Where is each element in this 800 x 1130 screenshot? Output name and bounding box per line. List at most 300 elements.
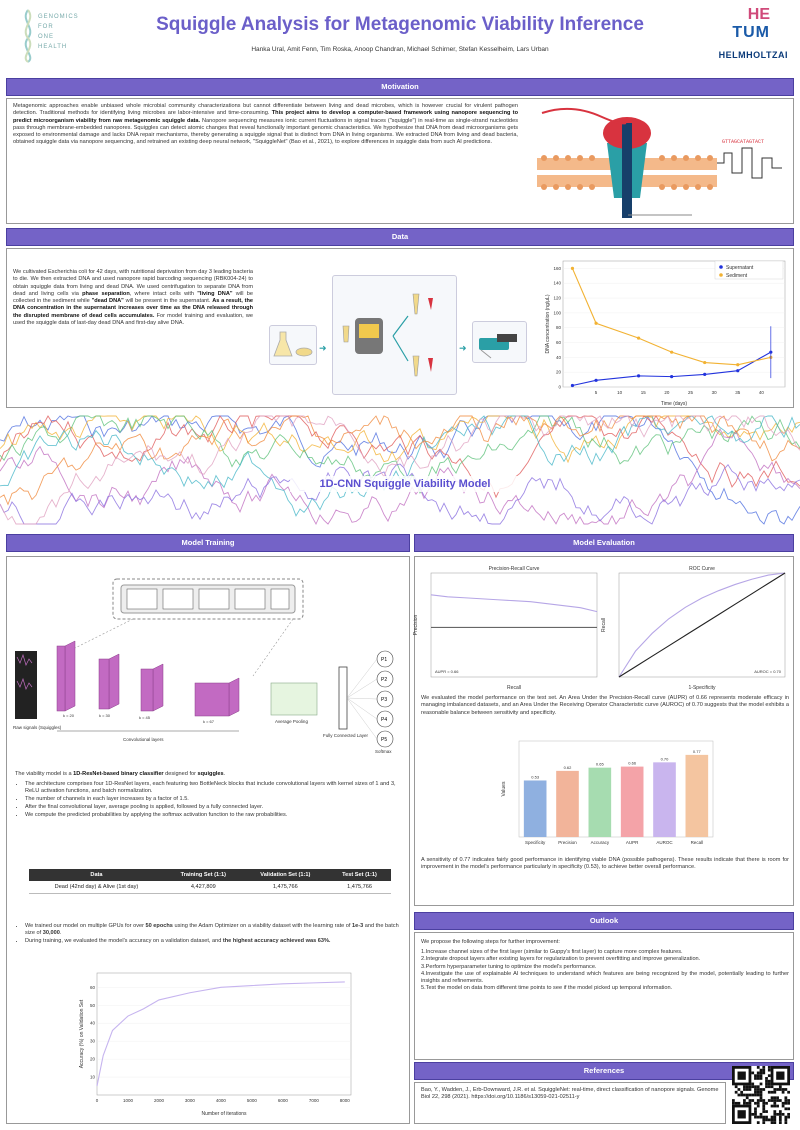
qr-module [773, 1102, 776, 1105]
x-tick-label: 6000 [277, 1098, 288, 1103]
qr-module [771, 1091, 774, 1094]
qr-module [771, 1096, 774, 1099]
qr-module [771, 1118, 774, 1121]
x-tick-label: 7000 [308, 1098, 319, 1103]
qr-module [773, 1116, 776, 1119]
y-tick-label: 0 [558, 384, 561, 390]
qr-module [771, 1099, 774, 1102]
legend-label: Sediment [726, 272, 748, 279]
qr-module [751, 1072, 754, 1075]
qr-module [776, 1099, 779, 1102]
data-panel [6, 248, 794, 408]
y-tick-label: 60 [555, 340, 561, 346]
y-axis-label: Accuracy (%) on Validation Set [79, 999, 85, 1069]
qr-module [779, 1110, 782, 1113]
qr-module [760, 1096, 763, 1099]
qr-module [743, 1102, 746, 1105]
bar-value-label: 0.62 [563, 764, 572, 770]
y-axis-label: Precision [413, 614, 419, 636]
qr-module [740, 1094, 743, 1097]
annotation: AUROC = 0.70 [754, 669, 781, 674]
arrow-icon: ➜ [319, 343, 327, 353]
qr-module [743, 1088, 746, 1091]
qr-module [762, 1088, 765, 1091]
qr-module [735, 1091, 738, 1094]
qr-module [765, 1110, 768, 1113]
outlook-intro: We propose the following steps for further improvement: [421, 939, 560, 945]
legend-marker [719, 273, 723, 277]
qr-module [754, 1094, 757, 1097]
outlook-panel [414, 932, 794, 1060]
bar [653, 762, 676, 837]
qr-module [754, 1110, 757, 1113]
qr-module [762, 1066, 765, 1069]
qr-module [760, 1099, 763, 1102]
nanopore-illustration [532, 103, 790, 221]
data-point [594, 322, 597, 325]
data-point [703, 373, 706, 376]
model-title: 1D-CNN Squiggle Viability Model [290, 476, 520, 492]
bar [589, 768, 612, 837]
squiggle-trace [0, 416, 800, 516]
x-tick-label: 5 [594, 390, 598, 395]
y-tick-label: 60 [89, 984, 95, 990]
metrics-bar-chart [497, 735, 717, 853]
helmholtz-logo: HELMHOLTZAI [718, 50, 788, 60]
y-tick-label: 120 [553, 295, 561, 301]
plot-area [97, 973, 351, 1095]
list-item: • We trained our model on multiple GPUs for over 50 epochs using the Adam Optimizer on a viability dataset with the learning rate of 1e-3 and the batch size of 30,000. [25, 923, 403, 937]
qr-module [757, 1116, 760, 1119]
qr-module [746, 1085, 749, 1088]
qr-module [751, 1085, 754, 1088]
qr-module [784, 1107, 787, 1110]
list-item: 2.Integrate dropout layers after existing layers for regularization to prevent overfitting and improve generalization. [421, 956, 701, 963]
training-bullets [15, 923, 403, 946]
y-tick-label: 10 [89, 1074, 95, 1080]
qr-module [757, 1094, 760, 1097]
y-axis-label: Values [501, 781, 507, 797]
qr-module [765, 1080, 768, 1083]
x-tick-label: 1000 [122, 1098, 133, 1103]
qr-module [784, 1102, 787, 1105]
qr-module [773, 1105, 776, 1108]
qr-module [765, 1116, 768, 1119]
qr-module [782, 1091, 785, 1094]
data-point [637, 336, 640, 339]
qr-module [757, 1072, 760, 1075]
qr-module [773, 1091, 776, 1094]
qr-module [771, 1085, 774, 1088]
qr-code-icon[interactable] [732, 1066, 790, 1124]
dataset-table [29, 869, 391, 894]
qr-module [749, 1088, 752, 1091]
x-tick-label: 30 [711, 390, 717, 395]
qr-module [743, 1099, 746, 1102]
qr-module [768, 1099, 771, 1102]
qr-module [749, 1099, 752, 1102]
bar-value-label: 0.65 [595, 761, 604, 767]
qr-module [746, 1088, 749, 1091]
qr-module [754, 1113, 757, 1116]
qr-module [751, 1113, 754, 1116]
qr-module [732, 1099, 735, 1102]
qr-module [732, 1102, 735, 1105]
x-tick-label: Precision [558, 840, 577, 845]
x-tick-label: AUROC [656, 840, 673, 845]
qr-module [762, 1107, 765, 1110]
x-axis-label: Time (days) [660, 401, 688, 407]
evaluation-text-1: We evaluated the model performance on the test set. An Area Under the Precision-Recall curve (AUPR) of 0.66 represents moderate efficacy in managing imbalanced datasets, and an Area Under the Receiving Operator Characteristic curve (AUROC) of 0.70 suggests that the model exhibits a reasonable balance between sensitivity and specificity. [421, 695, 789, 716]
y-tick-label: 140 [553, 280, 561, 286]
arrow-icon: ➜ [459, 343, 467, 353]
model-evaluation-heading: Model Evaluation [414, 534, 794, 552]
evaluation-text-2: A sensitivity of 0.77 indicates fairly good performance in identifying viable DNA (possible pathogens). These results indicate that there is room for improvement in the model's performance particularly in specificity (0.53), to achieve better overall performance. [421, 857, 789, 871]
chart-title: ROC Curve [689, 566, 715, 572]
table-header: Training Set (1:1) [164, 869, 243, 881]
qr-module [768, 1069, 771, 1072]
qr-module [787, 1099, 790, 1102]
y-tick-label: 40 [555, 354, 561, 360]
svg-text:k = 45: k = 45 [139, 715, 151, 720]
qr-module [754, 1091, 757, 1094]
qr-module [757, 1099, 760, 1102]
qr-module [762, 1110, 765, 1113]
qr-module [757, 1066, 760, 1069]
qr-module [746, 1094, 749, 1097]
svg-text:k = 67: k = 67 [203, 719, 215, 724]
qr-module [787, 1107, 790, 1110]
qr-module [782, 1113, 785, 1116]
legend-label: Supernatant [726, 264, 754, 271]
dna-concentration-chart [535, 255, 791, 407]
bar [686, 755, 709, 837]
y-tick-label: 40 [89, 1020, 95, 1026]
svg-text:Softmax: Softmax [375, 749, 392, 754]
training-intro: The viability model is a 1D-ResNet-based binary classifier designed for squiggles. [15, 771, 226, 777]
y-tick-label: 80 [555, 325, 561, 331]
qr-module [760, 1072, 763, 1075]
data-point [571, 384, 574, 387]
qr-module [749, 1102, 752, 1105]
model-evaluation-panel [414, 556, 794, 906]
qr-module [760, 1113, 763, 1116]
qr-module [776, 1088, 779, 1091]
precision-recall-chart [413, 563, 601, 691]
motivation-text: Metagenomic approaches enable unbiased whole microbial community characterizations but cannot differentiate between living and dead microbes, which is however crucial for virulent pathogen detection. Traditional methods for identifying living microbes are labor-intensive and time-consuming. This project aims to develop a computer-based framework using nanopore sequencing to predict microorganism viability from raw metagenomic squiggle data. Nanopore sequencing measures ionic current fluctuations in signal traces ("squiggle") in real-time as single-strand nucleotides pass through membrane-embedded nanopores. Squiggles can detect atomic changes that reveal functionally important genomic characteristics. We hypothesize that DNA from dead microorganisms gets exposed to environmental damage and lacks DNA repair mechanisms, thereby generating a squiggle signal that is distinct from DNA in living organisms. We extracted DNA from living and dead bacteria, obtained squiggle data via nanopore sequencing, and retrained an existing deep neural network, "SquiggleNet" (Bao et al., 2021), to explore differences in squiggle data from such AI predictions. [13, 103, 519, 146]
x-tick-label: 35 [735, 390, 741, 395]
squiggle-banner [0, 410, 800, 530]
tum-logo: TUM [732, 24, 770, 41]
centrifuge-figure [332, 275, 457, 395]
qr-module [762, 1102, 765, 1105]
y-tick-label: 30 [89, 1038, 95, 1044]
y-tick-label: 20 [555, 369, 561, 375]
list-item: • The number of channels in each layer increases by a factor of 1.5. [25, 796, 403, 803]
x-axis-label: Number of iterations [201, 1111, 247, 1117]
architecture-diagram [13, 571, 405, 761]
squiggle-trace [0, 464, 800, 524]
qr-module [779, 1121, 782, 1124]
qr-module [749, 1085, 752, 1088]
x-axis-label: 1-Specificity [688, 685, 716, 691]
list-item: • The architecture comprises four 1D-ResNet layers, each featuring two BottleNeck blocks that include convolutional layers with kernel sizes of 1 and 3, ReLU activation functions, and batch normalization. [25, 781, 403, 795]
qr-module [757, 1088, 760, 1091]
qr-module [773, 1110, 776, 1113]
qr-module [754, 1107, 757, 1110]
data-heading: Data [6, 228, 794, 246]
qr-module [768, 1085, 771, 1088]
culture-flask-figure [269, 325, 317, 365]
bar-value-label: 0.70 [660, 756, 669, 762]
svg-text:Average Pooling: Average Pooling [275, 719, 308, 724]
x-tick-label: 2000 [153, 1098, 164, 1103]
bar [556, 771, 579, 837]
table-header: Data [29, 869, 164, 881]
qr-module [762, 1069, 765, 1072]
data-point [703, 361, 706, 364]
data-point [736, 363, 739, 366]
y-axis-label: DNA concentration (ng/μL) [545, 294, 551, 354]
qr-module [784, 1099, 787, 1102]
qr-module [784, 1096, 787, 1099]
list-item: • After the final convolutional layer, average pooling is applied, followed by a fully connected layer. [25, 804, 403, 811]
qr-module [768, 1066, 771, 1069]
x-axis-label: Recall [507, 685, 521, 691]
qr-module [773, 1099, 776, 1102]
qr-module [782, 1088, 785, 1091]
qr-module [773, 1096, 776, 1099]
data-point [571, 267, 574, 270]
qr-module [751, 1099, 754, 1102]
x-tick-label: 3000 [184, 1098, 195, 1103]
qr-module [754, 1077, 757, 1080]
qr-module [768, 1091, 771, 1094]
plot-area [519, 741, 713, 837]
qr-module [784, 1088, 787, 1091]
qr-module [754, 1088, 757, 1091]
qr-module [757, 1105, 760, 1108]
qr-module [757, 1085, 760, 1088]
qr-module [762, 1118, 765, 1121]
qr-module [743, 1094, 746, 1097]
qr-finder [738, 1110, 746, 1118]
genomics-logo: GENOMICS FOR ONE HEALTH [18, 8, 78, 63]
data-point [670, 351, 673, 354]
x-tick-label: Specificity [525, 840, 546, 845]
svg-text:P5: P5 [381, 737, 388, 743]
outlook-heading: Outlook [414, 912, 794, 930]
qr-module [754, 1102, 757, 1105]
qr-module [760, 1094, 763, 1097]
poster-title: Squiggle Analysis for Metagenomic Viability Inference [156, 14, 644, 35]
validation-accuracy-chart [67, 967, 357, 1117]
x-tick-label: 15 [640, 390, 646, 395]
svg-text:Fully Connected Layer: Fully Connected Layer [323, 733, 369, 738]
table-header: Validation Set (1:1) [243, 869, 328, 881]
qr-module [768, 1074, 771, 1077]
qr-module [787, 1116, 790, 1119]
qr-module [787, 1113, 790, 1116]
qr-module [779, 1099, 782, 1102]
qr-module [757, 1091, 760, 1094]
qr-module [768, 1080, 771, 1083]
x-tick-label: 5000 [246, 1098, 257, 1103]
y-axis-label: Recall [601, 618, 607, 632]
data-point [736, 369, 739, 372]
qr-module [749, 1094, 752, 1097]
x-tick-label: 0 [95, 1098, 99, 1103]
bar-value-label: 0.77 [692, 748, 701, 754]
bar [621, 767, 644, 837]
qr-module [757, 1077, 760, 1080]
qr-module [765, 1102, 768, 1105]
data-text: We cultivated Escherichia coli for 42 days, with nutritional deprivation from day 3 leading bacteria to die. We then extracted DNA and used nanopore rapid barcoding sequencing (RBK004-24) to obtain squiggle data from living and dead DNA. We used centrifugation to separate DNA from dead and living cells via phase separation, where intact cells with "living DNA" will be collected in the sediment while "dead DNA" will be present in the supernatant. As a result, the DNA concentration in the supernatant increases over time as the DNA released through the disrupted membrane of dead cells accumulates. For model training and evaluation, we used the squiggle data of last-day dead DNA and first-day alive DNA. [13, 269, 253, 327]
qr-module [771, 1105, 774, 1108]
x-tick-label: 20 [664, 390, 670, 395]
model-training-heading: Model Training [6, 534, 410, 552]
qr-module [757, 1074, 760, 1077]
qr-module [754, 1116, 757, 1119]
bar [524, 780, 547, 837]
qr-module [760, 1069, 763, 1072]
model-training-panel [6, 556, 410, 1124]
data-point [670, 375, 673, 378]
svg-text:P2: P2 [381, 677, 388, 683]
annotation: AUPR = 0.66 [435, 669, 459, 674]
motivation-panel [6, 98, 794, 224]
references-heading: References [414, 1062, 794, 1080]
qr-module [765, 1083, 768, 1086]
qr-module [760, 1083, 763, 1086]
qr-module [751, 1094, 754, 1097]
x-tick-label: 40 [758, 390, 764, 395]
qr-module [776, 1096, 779, 1099]
qr-module [771, 1121, 774, 1124]
qr-module [784, 1121, 787, 1124]
list-item: 3.Perform hyperparameter tuning to optimize the model's performance. [421, 963, 597, 970]
bar-value-label: 0.66 [628, 760, 637, 766]
svg-text:P1: P1 [381, 657, 388, 663]
svg-text:k = 20: k = 20 [63, 713, 75, 718]
qr-module [760, 1088, 763, 1091]
qr-module [787, 1091, 790, 1094]
qr-module [779, 1088, 782, 1091]
y-tick-label: 50 [89, 1002, 95, 1008]
svg-text:k = 30: k = 30 [99, 713, 111, 718]
institution-logos [710, 6, 790, 66]
list-item: • During training, we evaluated the model's accuracy on a validation dataset, and the highest accuracy achieved was 63%. [25, 938, 403, 945]
qr-module [773, 1121, 776, 1124]
qr-module [760, 1091, 763, 1094]
qr-module [768, 1083, 771, 1086]
qr-module [779, 1116, 782, 1119]
architecture-bullets [15, 781, 403, 820]
qr-module [754, 1074, 757, 1077]
y-tick-label: 100 [553, 310, 561, 316]
qr-module [735, 1102, 738, 1105]
qr-finder [738, 1072, 746, 1080]
author-list: Hanka Ural, Amit Fenn, Tim Roska, Anoop Chandran, Michael Schirner, Stefan Kesselheim, Lars Urban [251, 46, 549, 53]
qr-module [787, 1102, 790, 1105]
qr-module [773, 1118, 776, 1121]
qr-module [754, 1085, 757, 1088]
qr-module [784, 1118, 787, 1121]
qr-module [746, 1096, 749, 1099]
qr-module [751, 1083, 754, 1086]
qr-module [740, 1091, 743, 1094]
qr-module [762, 1121, 765, 1124]
svg-text:P4: P4 [381, 717, 388, 723]
qr-module [762, 1099, 765, 1102]
y-tick-label: 160 [553, 265, 561, 271]
qr-module [779, 1113, 782, 1116]
y-tick-label: 20 [89, 1056, 95, 1062]
qr-module [776, 1113, 779, 1116]
svg-text:P3: P3 [381, 697, 388, 703]
plot-area [431, 573, 597, 677]
qr-module [779, 1118, 782, 1121]
x-tick-label: Recall [690, 840, 704, 845]
qr-module [760, 1077, 763, 1080]
qr-module [738, 1094, 741, 1097]
qr-module [760, 1116, 763, 1119]
qr-module [738, 1102, 741, 1105]
sequence-label: GTTAGCATAGTACT [722, 139, 765, 145]
qr-module [782, 1105, 785, 1108]
motivation-heading: Motivation [6, 78, 794, 96]
list-item: • We compute the predicted probabilities by applying the softmax activation function to the raw probabilities. [25, 812, 403, 819]
qr-finder [776, 1072, 784, 1080]
qr-module [776, 1105, 779, 1108]
qr-module [765, 1085, 768, 1088]
he-logo: HE [747, 6, 770, 23]
x-tick-label: 25 [688, 390, 694, 395]
reference-text: Bao, Y., Wadden, J., Erb-Downward, J.R. et al. SquiggleNet: real-time, direct classification of nanopore signals. Genome Biol 22, 298 (2021). https://doi.org/10.1186/s13059-021-02511-y [421, 1087, 719, 1101]
qr-module [762, 1072, 765, 1075]
qr-module [762, 1105, 765, 1108]
qr-module [765, 1118, 768, 1121]
qr-module [757, 1102, 760, 1105]
qr-module [768, 1118, 771, 1121]
chart-title: Precision-Recall Curve [488, 566, 540, 572]
qr-module [743, 1085, 746, 1088]
qr-module [757, 1121, 760, 1124]
outlook-list [421, 949, 789, 993]
qr-module [765, 1077, 768, 1080]
qr-module [771, 1116, 774, 1119]
sequencer-figure [472, 321, 527, 363]
qr-module [762, 1116, 765, 1119]
qr-module [773, 1113, 776, 1116]
table-header: Test Set (1:1) [328, 869, 391, 881]
qr-module [784, 1116, 787, 1119]
qr-module [746, 1102, 749, 1105]
qr-module [760, 1074, 763, 1077]
table-row: Dead (42nd day) & Alive (1st day) 4,427,809 1,475,766 1,475,766 [29, 881, 391, 894]
list-item: 5.Test the model on data from different time points to see if the model picked up temporal information. [421, 985, 673, 992]
references-panel [414, 1082, 726, 1124]
qr-module [738, 1088, 741, 1091]
x-tick-label: AUPR [625, 840, 639, 845]
x-tick-label: Accuracy [590, 840, 610, 845]
qr-module [735, 1085, 738, 1088]
svg-text:Raw signals (Squiggles): Raw signals (Squiggles) [13, 725, 62, 730]
legend-marker [719, 265, 723, 269]
qr-module [782, 1102, 785, 1105]
data-point [594, 379, 597, 382]
list-item: 1.Increase channel sizes of the first layer (similar to Guppy's first layer) to capture more complex features. [421, 949, 683, 955]
